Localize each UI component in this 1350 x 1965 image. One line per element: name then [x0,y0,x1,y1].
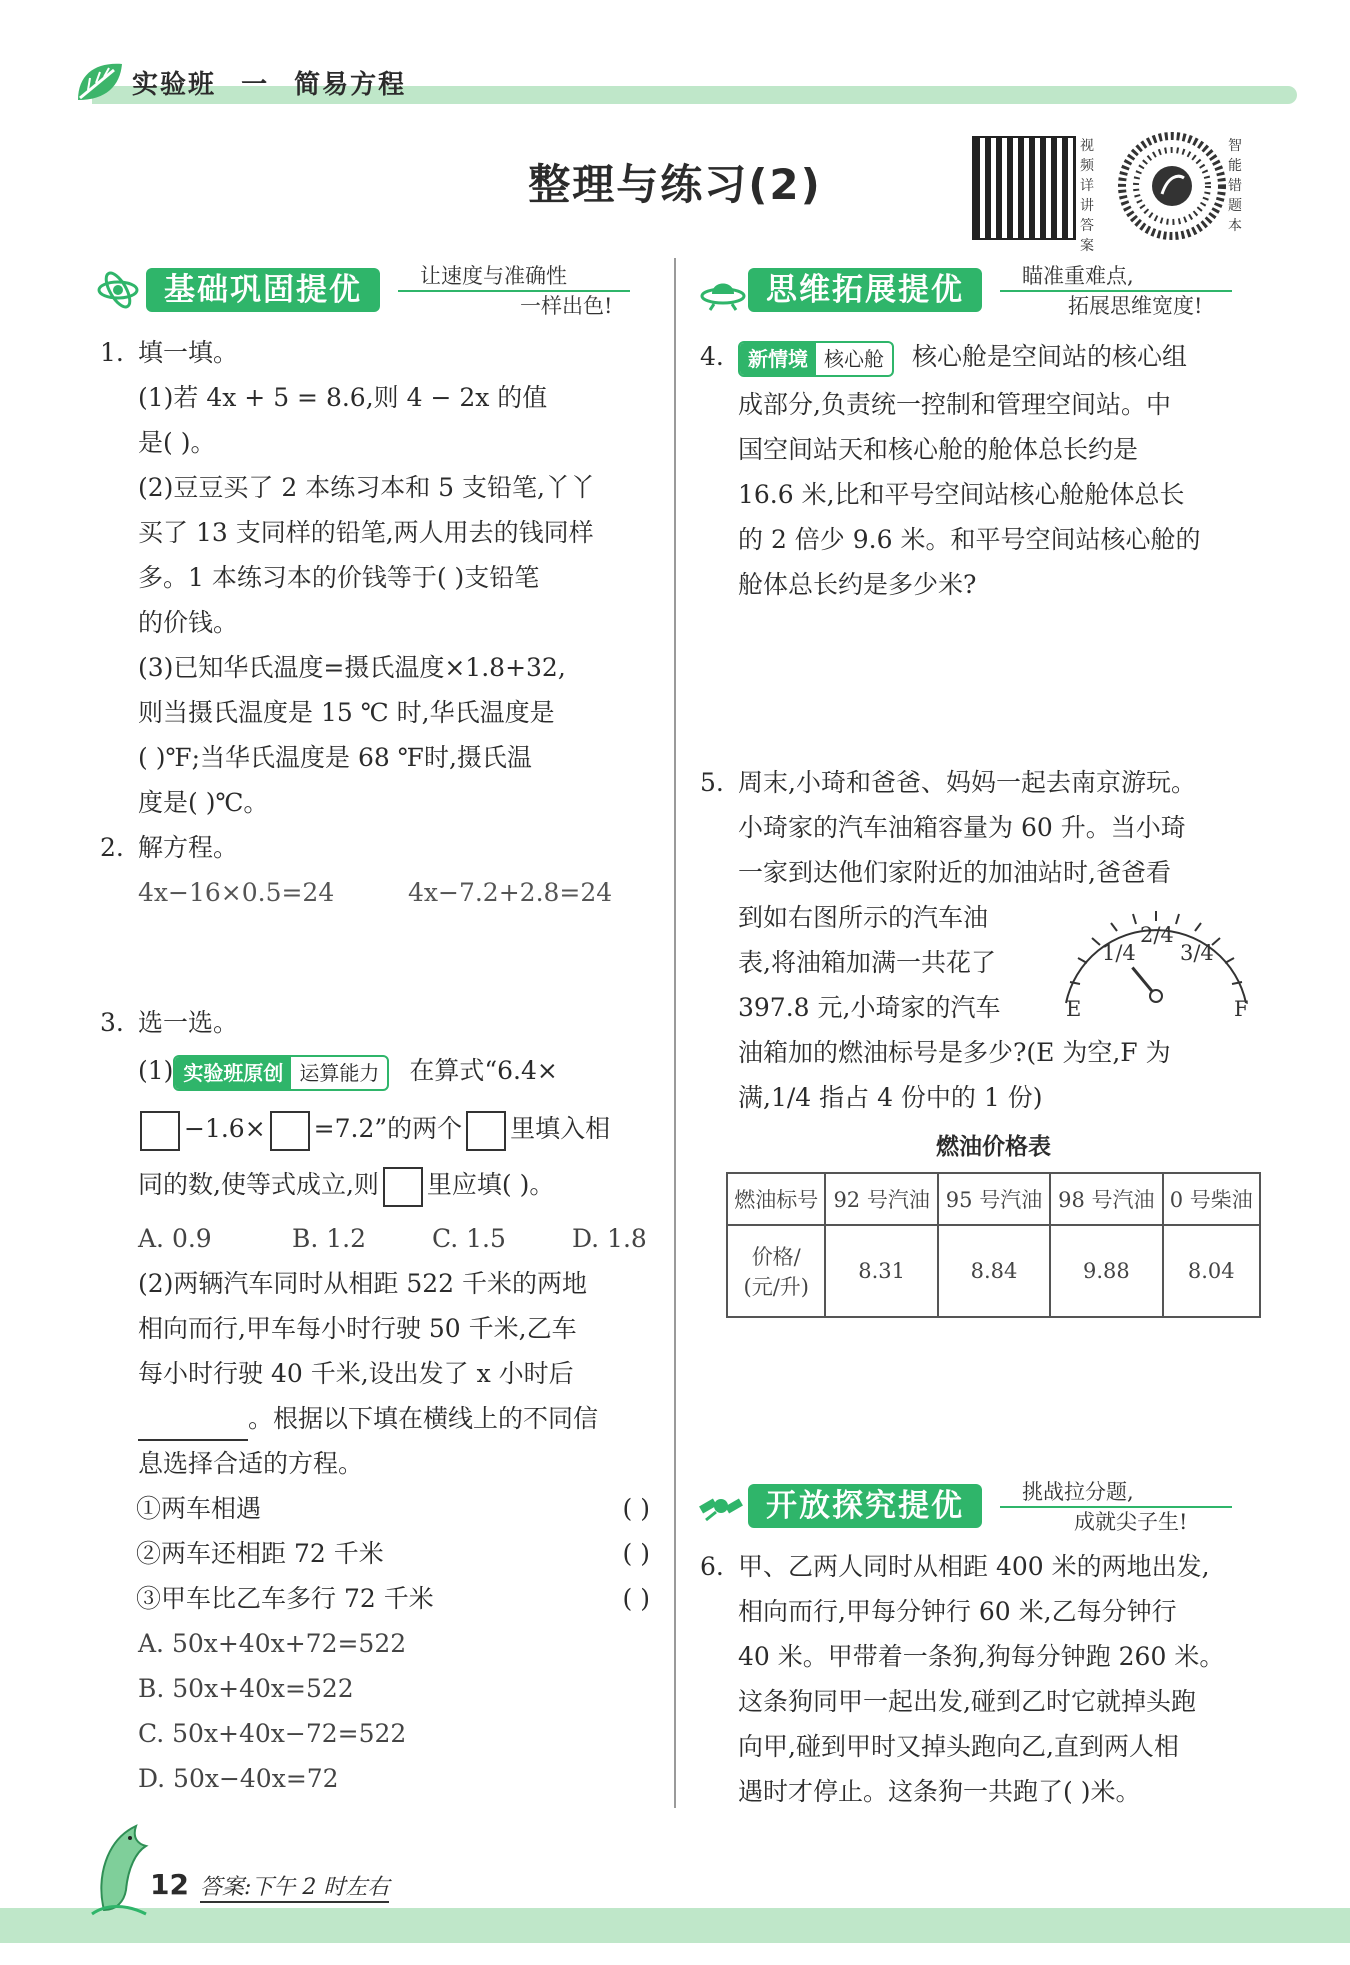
slogan-thinking-2: 拓展思维宽度! [1068,294,1203,318]
tag-original: 实验班原创 运算能力 [173,1055,389,1091]
q3-number: 3. [100,1008,124,1037]
slogan-line [1000,290,1232,292]
q3-part2: (2)两辆汽车同时从相距 522 千米的两地 相向而行,甲车每小时行驶 50 千米,乙车 每小时行驶 40 千米,设出发了 x 小时后 。根据以下填在横线上的不同信 息选择合适的方程。 [138,1269,599,1478]
slogan-line [398,290,630,292]
slogan-thinking-1: 瞄准重难点, [1022,264,1134,288]
slogan-open-2: 成就尖子生! [1074,1510,1188,1534]
gauge-label-half: 2/4 [1140,923,1174,947]
q4-body: 成部分,负责统一控制和管理空间站。中 国空间站天和核心舱的舱体总长约是 16.6 米,比和平号空间站核心舱舱体总长 的 2 倍少 9.6 米。和平号空间站核心舱的 舱体总长约是多少米? [738,390,1201,599]
qr-caption-mistakes: 智 能 错 题 本 [1228,138,1242,234]
q4-line1: 新情境 核心舱 核心舱是空间站的核心组 [738,334,1187,379]
answer-box[interactable] [140,1111,180,1151]
gauge-label-quarter: 1/4 [1102,941,1136,965]
q2-title: 解方程。 [138,833,239,862]
q6-number: 6. [700,1552,724,1581]
price-cell: 8.31 [825,1225,937,1317]
gauge-label-full: F [1234,997,1249,1021]
table-header-cell: 98 号汽油 [1050,1173,1162,1225]
q4-number: 4. [700,342,724,371]
footer-answer: 答案:下午 2 时左右 [200,1870,389,1903]
ufo-icon [700,272,746,312]
answer-line[interactable] [138,1409,248,1441]
q2-equation-2: 4x−7.2+2.8=24 [408,878,613,907]
fuel-gauge [1056,898,1256,1028]
fuel-price-table [726,1172,1261,1318]
table-header-cell: 燃油标号 [727,1173,825,1225]
q2-number: 2. [100,833,124,862]
q3-title: 选一选。 [138,1008,239,1037]
q6-body: 甲、乙两人同时从相距 400 米的两地出发, 相向而行,甲每分钟行 60 米,乙每分钟行 40 米。甲带着一条狗,狗每分钟跑 260 米。 这条狗同甲一起出发,碰到乙时它就掉头跑 向甲,碰到甲时又掉头跑向乙,直到两人相 遇时才停止。这条狗一共跑了( )米。 [738,1552,1225,1806]
section-banner-thinking: 思维拓展提优 [748,268,982,312]
q3-choices: ①两车相遇 ( ) ②两车还相距 72 千米 ( ) ③甲车比乙车多行 72 千米 ( ) [136,1494,650,1613]
q3-part1-line1: (1) 实验班原创 运算能力 在算式“6.4× [138,1048,558,1093]
gauge-pivot [1150,990,1162,1002]
price-row-label: 价格/ (元/升) [727,1225,825,1317]
answer-box[interactable] [270,1111,310,1151]
price-cell: 8.04 [1163,1225,1260,1317]
page-number: 12 [150,1868,189,1901]
q3-part1-line2: −1.6× =7.2”的两个 里填入相 [136,1106,610,1151]
qr-caption-video: 视 频 详 讲 答 案 [1080,138,1094,254]
q3-part1-line3: 同的数,使等式成立,则 里应填( )。 [138,1162,554,1207]
gauge-label-empty: E [1066,997,1082,1021]
q3-options: A. 50x+40x+72=522 B. 50x+40x=522 C. 50x+40x−72=522 D. 50x−40x=72 [138,1629,407,1793]
q1-title: 填一填。 [138,338,239,367]
table-header-cell: 92 号汽油 [825,1173,937,1225]
q5-number: 5. [700,768,724,797]
header-series: 实验班 一 简易方程 [132,70,407,100]
slogan-line [1000,1506,1232,1508]
q1-body: (1)若 4x + 5 = 8.6,则 4 − 2x 的值 是( )。 (2)豆豆买了 2 本练习本和 5 支铅笔,丫丫 买了 13 支同样的铅笔,两人用去的钱同样 多。1 本练习本的价钱等于( )支铅笔 的价钱。 (3)已知华氏温度=摄氏温度×1.8+32, 则当摄氏温度是 15 ℃ 时,华氏温度是 ( )℉;当华氏温度是 68 ℉时,摄氏温 度是( )℃。 [138,383,595,817]
slogan-open-1: 挑战拉分题, [1022,1480,1134,1504]
table-header-cell: 0 号柴油 [1163,1173,1260,1225]
answer-box[interactable] [466,1111,506,1151]
q5-body: 周末,小琦和爸爸、妈妈一起去南京游玩。 小琦家的汽车油箱容量为 60 升。当小琦 一家到达他们家附近的加油站时,爸爸看 到如右图所示的汽车油 表,将油箱加满一共花了 397.8 元,小琦家的汽车 油箱加的燃油标号是多少?(E 为空,F 为 满,1/4 指占 4 份中的 1 份) [738,768,1196,1112]
section-banner-basic: 基础巩固提优 [146,268,380,312]
page-title: 整理与练习(2) [528,160,822,209]
tag-new-situation: 新情境 核心舱 [738,341,894,377]
dolphin-icon [86,1818,156,1918]
q3-part1-options: A. 0.9 B. 1.2 C. 1.5 D. 1.8 [138,1224,647,1253]
section-banner-open: 开放探究提优 [748,1484,982,1528]
atom-icon [96,268,140,312]
slogan-basic-1: 让速度与准确性 [420,264,567,288]
fuel-table-title: 燃油价格表 [936,1134,1051,1160]
answer-box[interactable] [383,1167,423,1207]
gauge-label-three-quarter: 3/4 [1180,941,1214,965]
slogan-basic-2: 一样出色! [520,294,613,318]
leaf-logo-icon [74,60,126,104]
price-cell: 8.84 [938,1225,1050,1317]
column-divider [674,258,676,1808]
satellite-icon [696,1484,746,1528]
table-header-cell: 95 号汽油 [938,1173,1050,1225]
q1-number: 1. [100,338,124,367]
video-qr-code[interactable] [972,136,1076,240]
footer-bar [0,1908,1350,1943]
q2-equation-1: 4x−16×0.5=24 [138,878,335,907]
mistake-book-qr-icon[interactable] [1118,132,1226,240]
price-cell: 9.88 [1050,1225,1162,1317]
